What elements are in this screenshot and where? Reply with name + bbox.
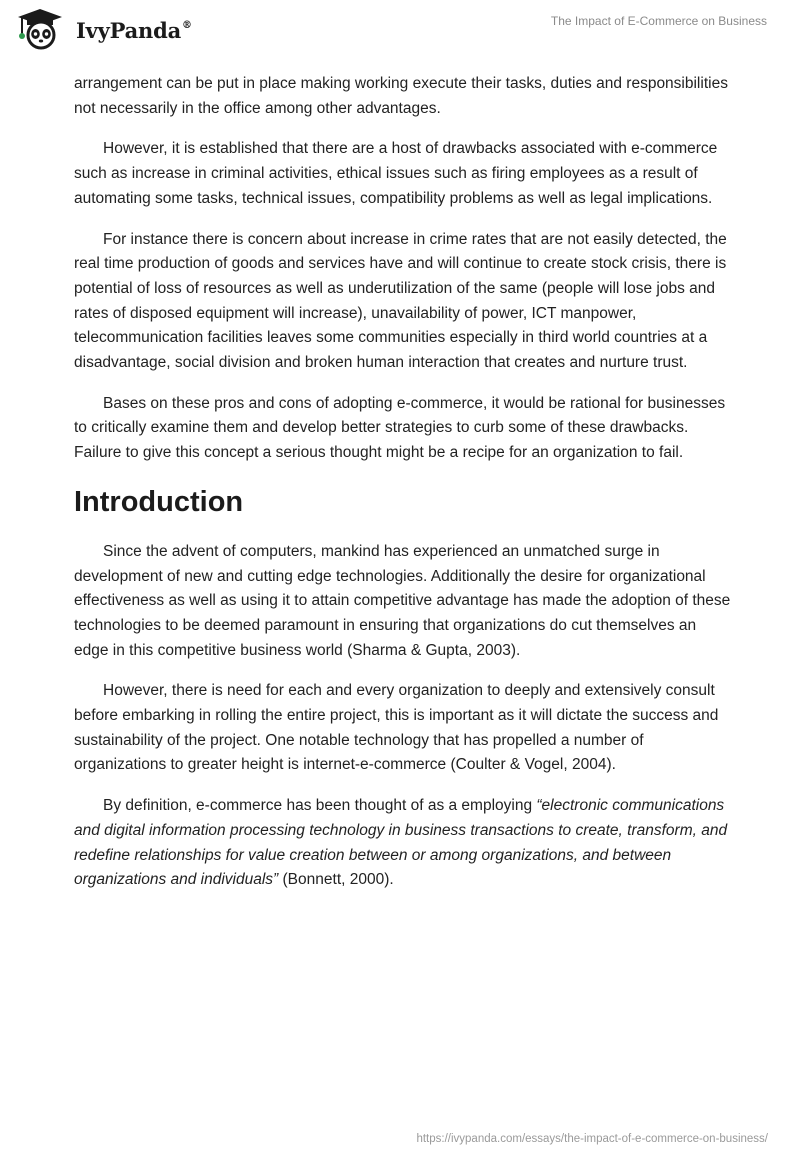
logo-text xyxy=(76,18,192,43)
page-header xyxy=(0,0,800,70)
paragraph-2: However, it is established that there are a host of drawbacks associated with e-commerce such as increase in criminal activities, ethical issues such as firing employees as a result of automating some tasks, technical issues, compatibility problems as well as legal implications. xyxy=(74,140,718,207)
paragraph-6: However, there is need for each and every organization to deeply and extensively consult before embarking in rolling the entire project, this is important as it will dictate the success and sustainability of the project. One notable technology that has propelled a number of organizations to greater height is internet-e-commerce (Coulter & Vogel, 2004). xyxy=(74,682,719,774)
paragraph-1: arrangement can be put in place making working execute their tasks, duties and responsibilities not necessarily in the office among other advantages. xyxy=(74,75,728,117)
ivypanda-logo[interactable] xyxy=(14,8,192,50)
logo-wordmark: IvyPanda xyxy=(76,17,182,43)
panda-icon xyxy=(14,8,70,50)
paragraph-7-intro: By definition, e-commerce has been thought of as a employing xyxy=(103,797,537,815)
registered-mark: ® xyxy=(182,19,192,31)
paragraph-7 xyxy=(74,794,734,893)
citation: (Bonnett, 2000). xyxy=(278,871,394,889)
paragraph-4: Bases on these pros and cons of adopting e-commerce, it would be rational for businesses to critically examine them and develop better strategies to curb some of these drawbacks. Failure to give this concept a serious thought might be a recipe for an organization to fail. xyxy=(74,394,726,462)
document-title: The Impact of E-Commerce on Business xyxy=(550,14,767,28)
essay-body xyxy=(74,72,734,909)
section-heading-introduction: Introduction xyxy=(74,485,244,518)
paragraph-3: For instance there is concern about increase in crime rates that are not easily detected, the real time production of goods and services have and will continue to create stock crisis, there is potential of loss of resources as well as underutilization of the same (people will lose jobs and rates of disposed equipment will increase), unavailability of power, ICT manpower, telecommunication facilities leaves some communities especially in third world countries at a disadvantage, social division and broken human interaction that creates and nurture trust. xyxy=(74,230,727,372)
definition-quote: “electronic communications and digital information processing technology in business transactions to create, transform, and redefine relationships for value creation between or among organizations, and between organizations and individuals” xyxy=(74,797,728,889)
paragraph-5: Since the advent of computers, mankind has experienced an unmatched surge in development of new and cutting edge technologies. Additionally the desire for organizational effectiveness as well as using it to attain competitive advantage has made the adoption of these technologies to be deemed paramount in ensuring that organizations do cut themselves an edge in this competitive business world (Sharma & Gupta, 2003). xyxy=(74,542,731,659)
source-url-link[interactable]: https://ivypanda.com/essays/the-impact-of-e-commerce-on-business/ xyxy=(416,1133,768,1145)
